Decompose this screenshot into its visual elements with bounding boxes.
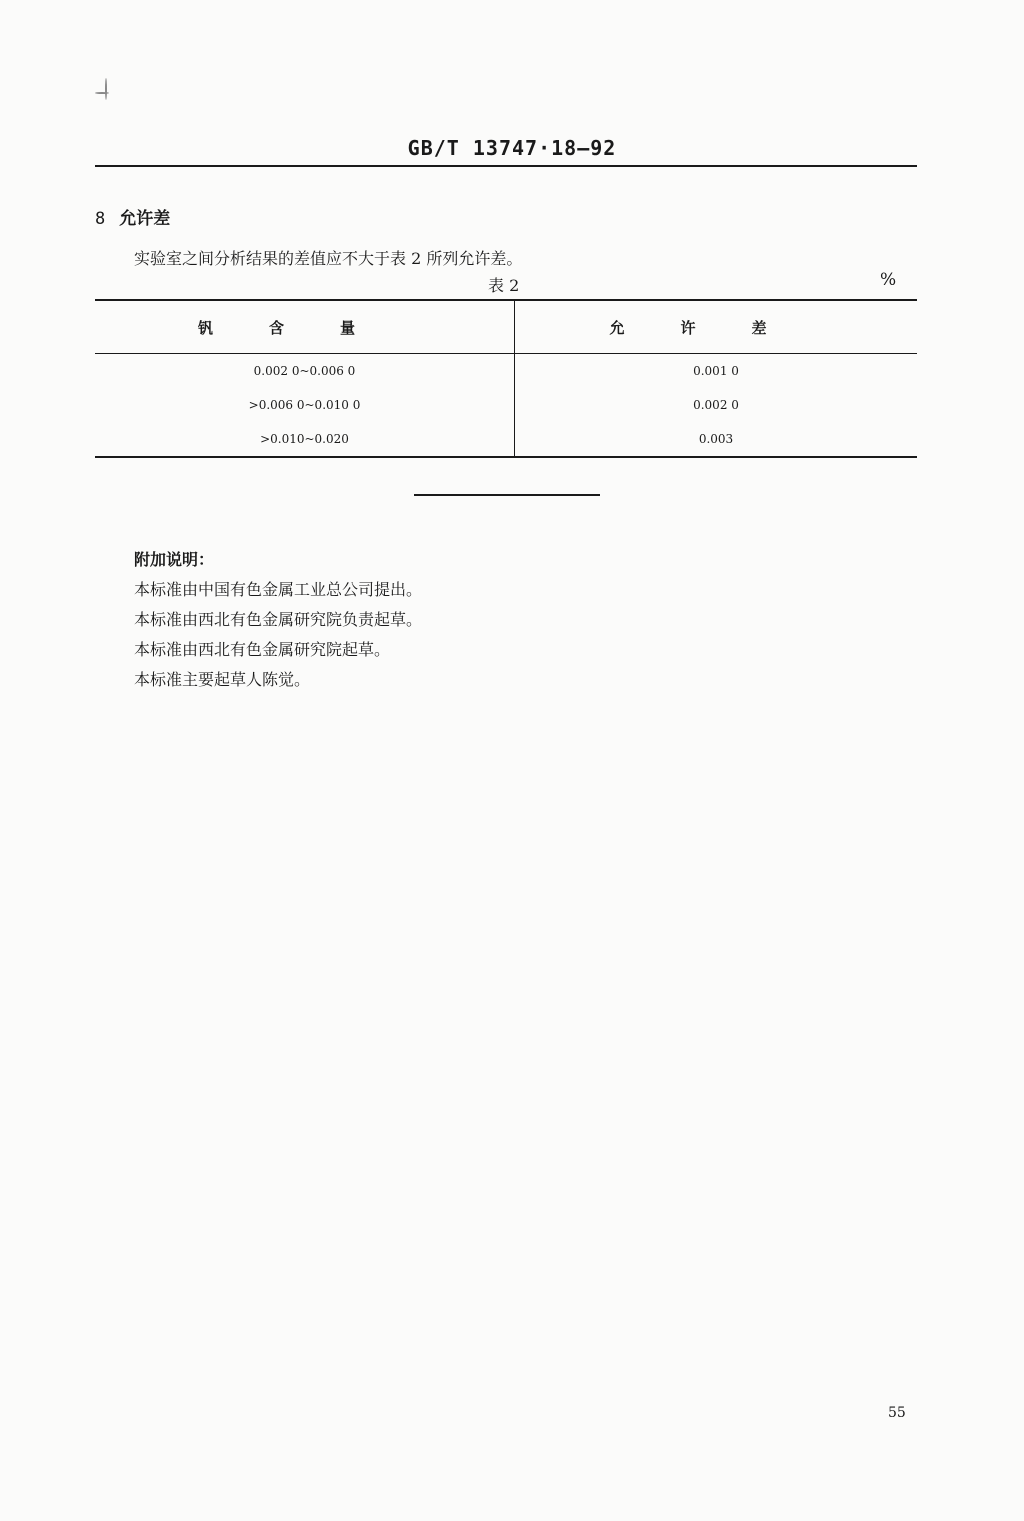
tolerance-table <box>95 299 917 458</box>
section-heading <box>95 204 170 229</box>
section-number: 8 <box>95 209 106 229</box>
table-row <box>95 388 917 422</box>
cell-tolerance: 0.003 <box>698 432 734 446</box>
notes-line: 本标准由西北有色金属研究院负责起草。 <box>134 610 423 629</box>
cell-content-range: 0.002 0~0.006 0 <box>95 354 515 389</box>
body-paragraph: 实验室之间分析结果的差值应不大于表 2 所列允许差。 <box>134 249 523 268</box>
header-tolerance: 允许差 <box>609 318 823 337</box>
table-header-row <box>95 300 917 354</box>
notes-line: 本标准主要起草人陈觉。 <box>134 670 311 689</box>
table-unit: % <box>880 270 897 290</box>
table-row <box>95 354 917 389</box>
notes-title: 附加说明： <box>134 550 215 569</box>
cell-tolerance: 0.001 0 <box>693 364 739 378</box>
additional-notes <box>134 545 422 695</box>
section-title: 允许差 <box>119 209 171 229</box>
header-rule <box>95 165 917 167</box>
cell-content-range: >0.010~0.020 <box>95 422 515 457</box>
page-number: 55 <box>888 1405 906 1421</box>
standard-code-header: GB/T 13747·18—92 <box>407 136 617 160</box>
table-caption: 表 2 <box>488 276 520 295</box>
notes-line: 本标准由中国有色金属工业总公司提出。 <box>134 580 423 599</box>
notes-line: 本标准由西北有色金属研究院起草。 <box>134 640 391 659</box>
table-row <box>95 422 917 457</box>
end-of-standard-rule <box>414 494 600 496</box>
cell-tolerance: 0.002 0 <box>693 398 739 412</box>
cell-content-range: >0.006 0~0.010 0 <box>95 388 515 422</box>
scan-mark <box>105 78 107 100</box>
header-vanadium-content: 钒含量 <box>95 300 515 354</box>
